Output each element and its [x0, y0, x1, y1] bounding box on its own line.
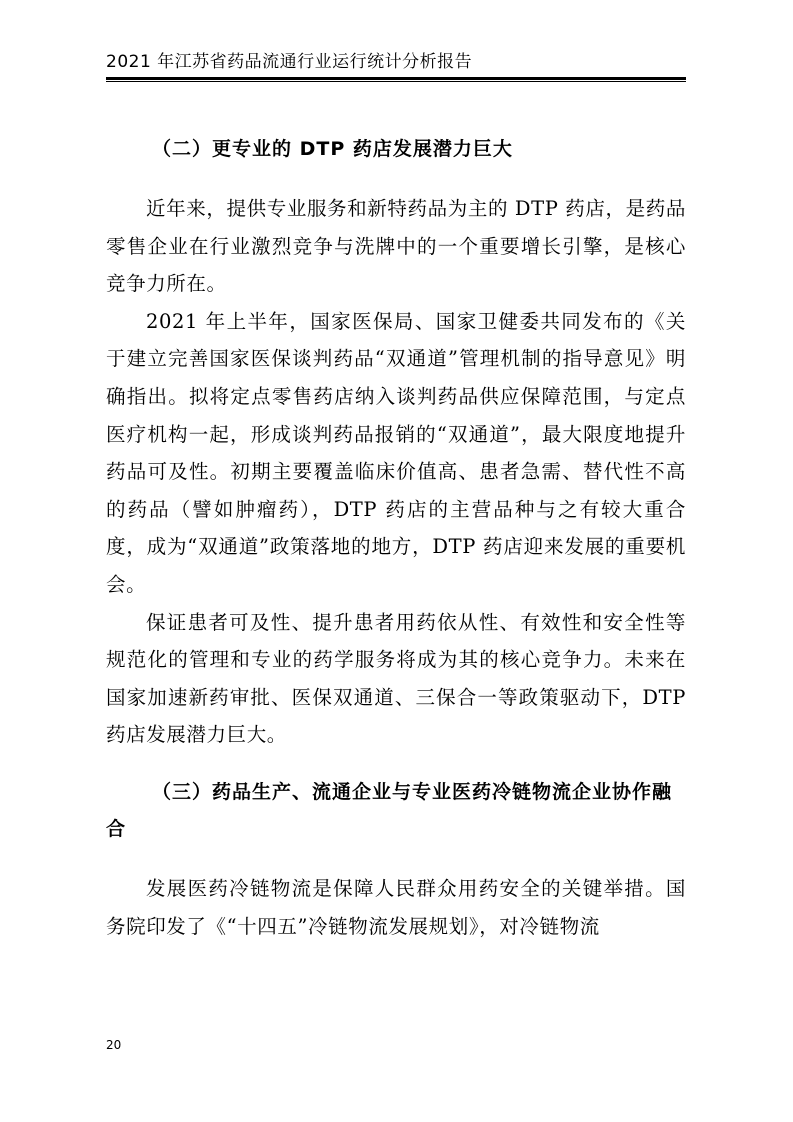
section-heading-dtp: （二）更专业的 DTP 药店发展潜力巨大 — [152, 138, 513, 160]
paragraph: 近年来，提供专业服务和新特药品为主的 DTP 药店，是药品零售企业在行业激烈竞争与洗牌中的一个重要增长引擎，是核心竞争力所在。 — [106, 197, 686, 296]
page-number: 20 — [106, 1038, 122, 1052]
paragraph: 发展医药冷链物流是保障人民群众用药安全的关键举措。国务院印发了《“十四五”冷链物流发展规划》，对冷链物流 — [106, 876, 686, 938]
paragraph: 2021 年上半年，国家医保局、国家卫健委共同发布的《关于建立完善国家医保谈判药品“双通道”管理机制的指导意见》明确指出。拟将定点零售药店纳入谈判药品供应保障范围，与定点医疗机构一起，形成谈判药品报销的“双通道”，最大限度地提升药品可及性。初期主要覆盖临床价值高、患者急需、替代性不高的药品（譬如肿瘤药），DTP 药店的主营品种与之有较大重合度，成为“双通道”政策落地的地方，DTP 药店迎来发展的重要机会。 — [106, 309, 686, 596]
header-rule-thin — [106, 81, 686, 82]
page-content — [106, 131, 686, 945]
paragraph: 保证患者可及性、提升患者用药依从性、有效性和安全性等规范化的管理和专业的药学服务将成为其的核心竞争力。未来在国家加速新药审批、医保双通道、三保合一等政策驱动下，DTP 药店发展潜力巨大。 — [106, 610, 686, 747]
header-rule-thick — [106, 77, 686, 80]
running-header: 2021 年江苏省药品流通行业运行统计分析报告 — [106, 52, 473, 72]
section-heading-cold-chain: （三）药品生产、流通企业与专业医药冷链物流企业协作融合 — [106, 780, 673, 840]
